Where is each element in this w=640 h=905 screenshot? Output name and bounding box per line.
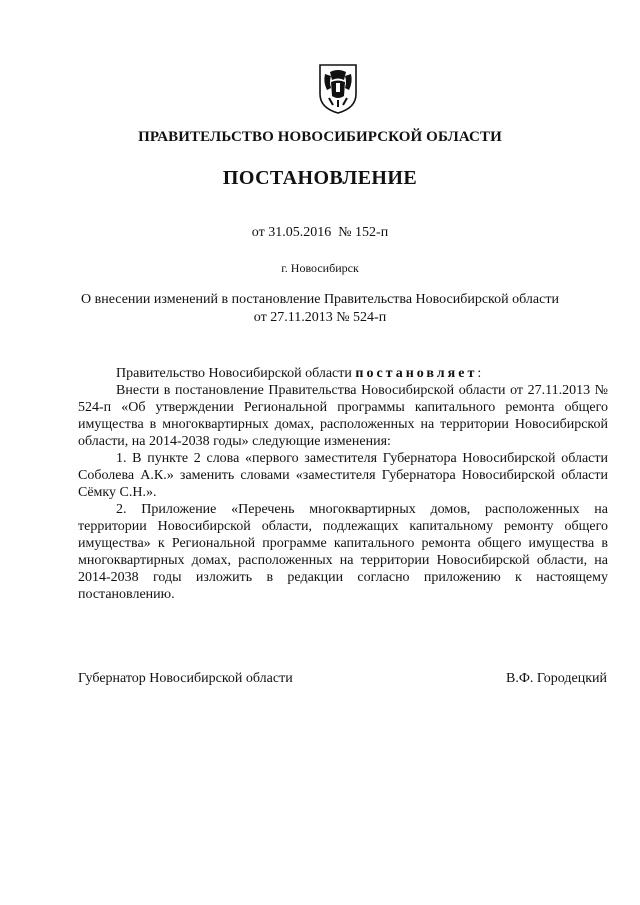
organization-name: ПРАВИТЕЛЬСТВО НОВОСИБИРСКОЙ ОБЛАСТИ bbox=[138, 129, 502, 145]
signatory-position: Губернатор Новосибирской области bbox=[78, 671, 293, 686]
paragraph-main: Внести в постановление Правительства Новосибирской области от 27.11.2013 № 524-п «Об утверждении Региональной программы капитального ремонта общего имущества в многоквартирных домах, расположенных на территории Новосибирской области, на 2014-2038 годы» следующие изменения: bbox=[78, 383, 608, 449]
preamble bbox=[78, 365, 608, 382]
preamble-colon: : bbox=[477, 366, 482, 381]
document-city: г. Новосибирск bbox=[281, 261, 359, 275]
signatory-name: В.Ф. Городецкий bbox=[506, 671, 607, 686]
document-date-number: от 31.05.2016 № 152-п bbox=[251, 225, 389, 240]
novosibirsk-coat-of-arms-icon bbox=[317, 60, 359, 115]
paragraph-item-2: 2. Приложение «Перечень многоквартирных домов, расположенных на территории Новосибирской области, подлежащих капитальному ремонту общего имущества» к Региональной программе капитального ремонта общего имущества в многоквартирных домах, расположенных на территории Новосибирской области, на 2014-2038 годы изложить в редакции согласно приложению к настоящему постановлению. bbox=[78, 502, 608, 602]
document-subject bbox=[0, 291, 640, 327]
document-body bbox=[78, 365, 608, 603]
preamble-text: Правительство Новосибирской области bbox=[116, 366, 356, 381]
subject-line-2: от 27.11.2013 № 524-п bbox=[253, 310, 387, 325]
preamble-action: постановляет bbox=[355, 366, 478, 381]
document-type-title: ПОСТАНОВЛЕНИЕ bbox=[222, 167, 418, 189]
paragraph-item-1: 1. В пункте 2 слова «первого заместителя Губернатора Новосибирской области Соболева А.К.» заменить словами «заместителя Губернатора Новосибирской области Сёмку С.Н.». bbox=[78, 451, 608, 500]
subject-line-1: О внесении изменений в постановление Правительства Новосибирской области bbox=[81, 292, 559, 307]
